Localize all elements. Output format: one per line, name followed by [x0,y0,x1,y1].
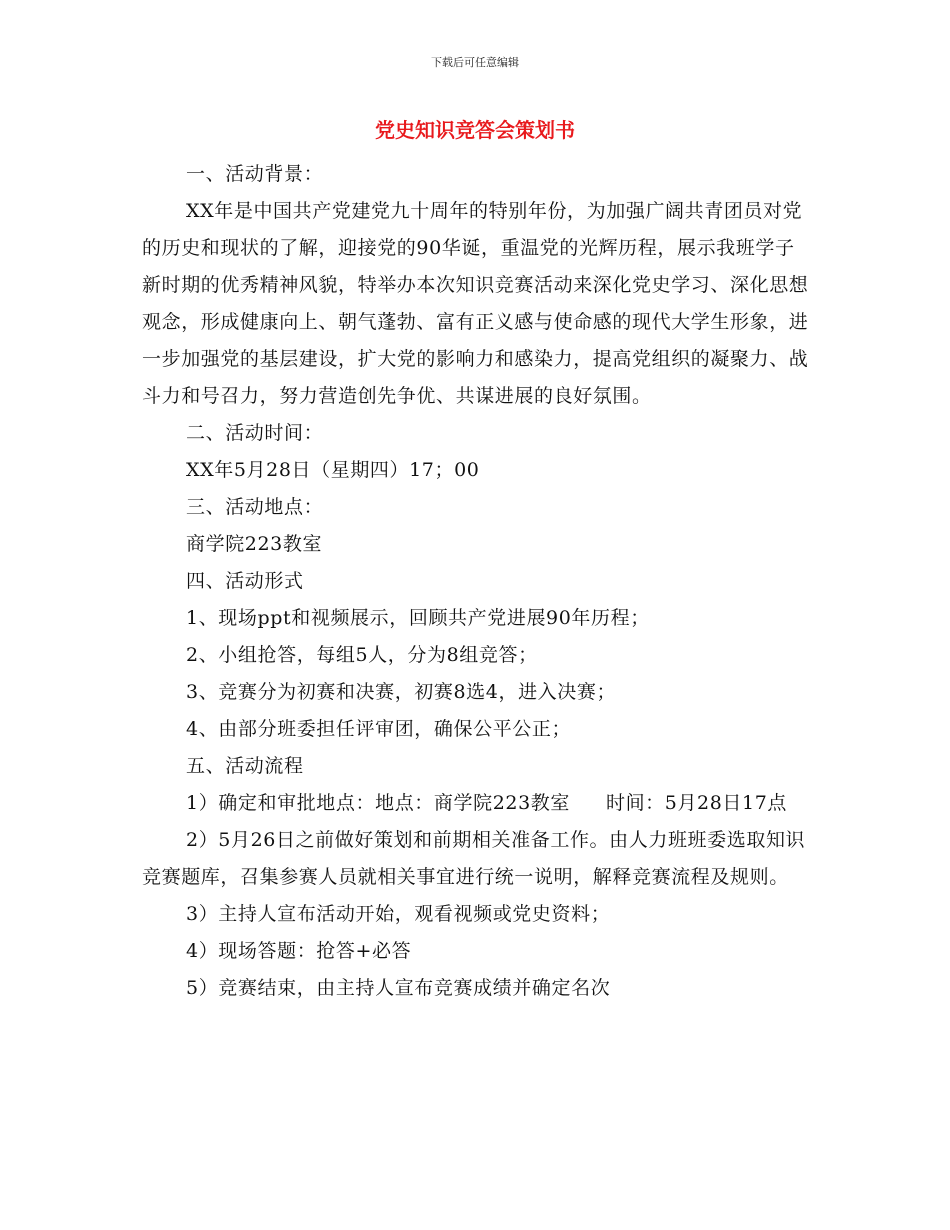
section-heading-process: 五、活动流程 [186,755,304,777]
format-item-4: 4、由部分班委担任评审团，确保公平公正； [186,718,572,740]
section-heading-time: 二、活动时间： [186,422,324,444]
document-title: 党史知识竞答会策划书 [375,118,575,142]
process-step-4: 4）现场答题：抢答+必答 [186,940,412,962]
section-heading-background: 一、活动背景： [186,163,324,185]
section-heading-location: 三、活动地点： [186,496,324,518]
process-step-1-location: 1）确定和审批地点：地点：商学院223教室 [186,792,570,814]
process-step-1-time: 时间：5月28日17点 [605,792,788,814]
section-heading-format: 四、活动形式 [186,570,304,592]
format-item-2: 2、小组抢答，每组5人，分为8组竞答； [186,644,538,666]
process-step-5: 5）竞赛结束，由主持人宣布竞赛成绩并确定名次 [186,977,611,999]
document-body [142,156,812,1007]
process-step-3: 3）主持人宣布活动开始，观看视频或党史资料； [186,903,611,925]
event-location: 商学院223教室 [186,533,323,555]
event-time: XX年5月28日（星期四）17；00 [186,459,480,481]
process-step-1 [142,785,812,822]
format-item-3: 3、竞赛分为初赛和决赛，初赛8选4，进入决赛； [186,681,617,703]
format-item-1: 1、现场ppt和视频展示，回顾共产党进展90年历程； [186,607,650,629]
header-note: 下载后可任意编辑 [431,56,519,69]
process-step-2: 2）5月26日之前做好策划和前期相关准备工作。由人力班班委选取知识竞赛题库，召集参赛人员就相关事宜进行统一说明，解释竞赛流程及规则。 [142,829,806,888]
background-paragraph: XX年是中国共产党建党九十周年的特别年份，为加强广阔共青团员对党的历史和现状的了解，迎接党的90华诞，重温党的光辉历程，展示我班学子新时期的优秀精神风貌，特举办本次知识竞赛活动来深化党史学习、深化思想观念，形成健康向上、朝气蓬勃、富有正义感与使命感的现代大学生形象，进一步加强党的基层建设，扩大党的影响力和感染力，提高党组织的凝聚力、战斗力和号召力，努力营造创先争优、共谋进展的良好氛围。 [142,200,809,407]
